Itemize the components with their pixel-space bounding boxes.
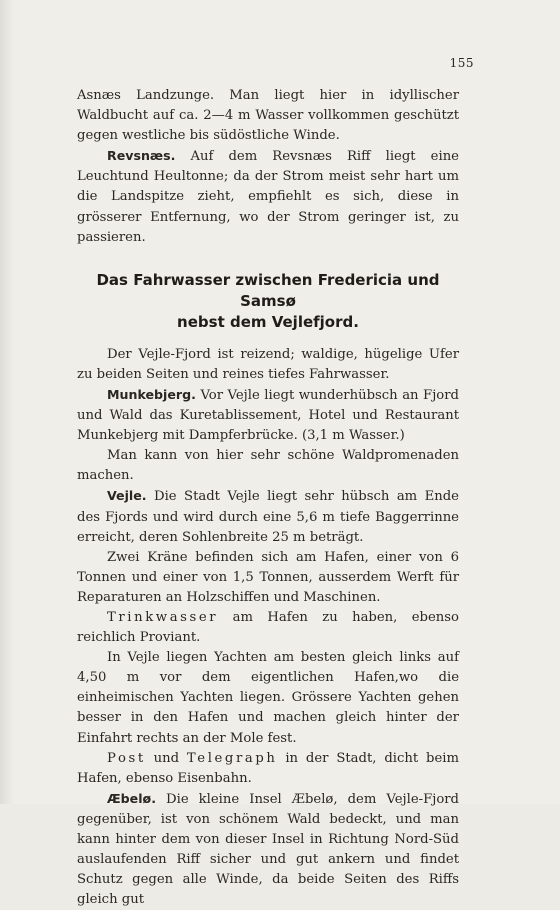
paragraph-munkebjerg-text: Vor Vejle liegt wunderhübsch an Fjord und Wald das Kuretablissement, Hotel und Restaurant Munkebjerg mit Dampferbrücke. (3,1 m Wasser.) (77, 387, 459, 444)
page-number: 155 (449, 56, 474, 70)
paragraph-trinkwasser-text: am Hafen zu haben, ebenso reichlich Proviant. (77, 609, 459, 646)
paragraph-kraene: Zwei Kräne befinden sich am Hafen, einer von 6 Tonnen und einer von 1,5 Tonnen, ausserdem Werft für Reparaturen an Holzschiffen und Maschinen. (77, 549, 459, 605)
keyword-aebelo: Æbelø. (107, 790, 156, 806)
paragraph-revsnaes (77, 146, 459, 247)
page-text (77, 86, 459, 910)
paragraph-yachten: In Vejle liegen Yachten am besten gleich links auf 4,50 m vor dem eigentlichen Hafen,wo die einheimischen Yachten liegen. Grössere Yachten gehen besser in den Hafen und machen gleich hinter der Einfahrt rechts an der Mole fest. (77, 650, 459, 746)
paragraph-vejle (77, 486, 459, 547)
spaced-word-post: Post (107, 750, 146, 766)
keyword-munkebjerg: Munkebjerg. (107, 386, 196, 402)
paragraph-trinkwasser (77, 608, 459, 648)
spaced-word-telegraph: Telegraph (186, 750, 278, 766)
section-heading-line1: Das Fahrwasser zwischen Fredericia und Samsø (96, 270, 440, 310)
paragraph-vejle-text: Die Stadt Vejle liegt sehr hübsch am Ende des Fjords und wird durch eine 5,6 m tiefe Baggerrinne erreicht, deren Sohlenbreite 25 m beträgt. (77, 489, 459, 545)
keyword-vejle: Vejle. (107, 488, 147, 504)
paragraph-waldpromenaden: Man kann von hier sehr schöne Waldpromenaden machen. (77, 448, 459, 484)
paragraph-munkebjerg (77, 385, 459, 446)
paragraph-aebelo (77, 789, 459, 910)
paragraph-post (77, 749, 459, 789)
paragraph-vejle-fjord: Der Vejle-Fjord ist reizend; waldige, hügelige Ufer zu beiden Seiten und reines tiefes Fahrwasser. (77, 346, 459, 382)
spaced-word-trinkwasser: Trinkwasser (107, 609, 219, 625)
paragraph-post-connector: und (145, 750, 187, 766)
paragraph-aebelo-text: Die kleine Insel Æbelø, dem Vejle-Fjord gegenüber, ist von schönem Wald bedeckt, und man kann hinter dem von dieser Insel in Richtung Nord-Süd auslaufenden Riff sicher und gut ankern und findet Schutz gegen alle Winde, da beide Seiten des Riffs gleich gut (77, 791, 459, 908)
paragraph-post-text: in der Stadt, dicht beim Hafen, ebenso Eisenbahn. (77, 750, 459, 786)
section-heading (77, 270, 459, 333)
paragraph-asnaes: Asnæs Landzunge. Man liegt hier in idyllischer Waldbucht auf ca. 2—4 m Wasser vollkommen geschützt gegen westliche bis südöstliche Winde. (77, 88, 459, 144)
keyword-revsnaes: Revsnæs. (107, 148, 176, 164)
paragraph-revsnaes-text: Auf dem Revsnæs Riff liegt eine Leuchtund Heultonne; da der Strom meist sehr hart um die Landspitze zieht, empfiehlt es sich, diese in grösserer Entfernung, wo der Strom geringer ist, zu passieren. (77, 149, 459, 245)
section-heading-line2: nebst dem Vejlefjord. (177, 312, 359, 331)
